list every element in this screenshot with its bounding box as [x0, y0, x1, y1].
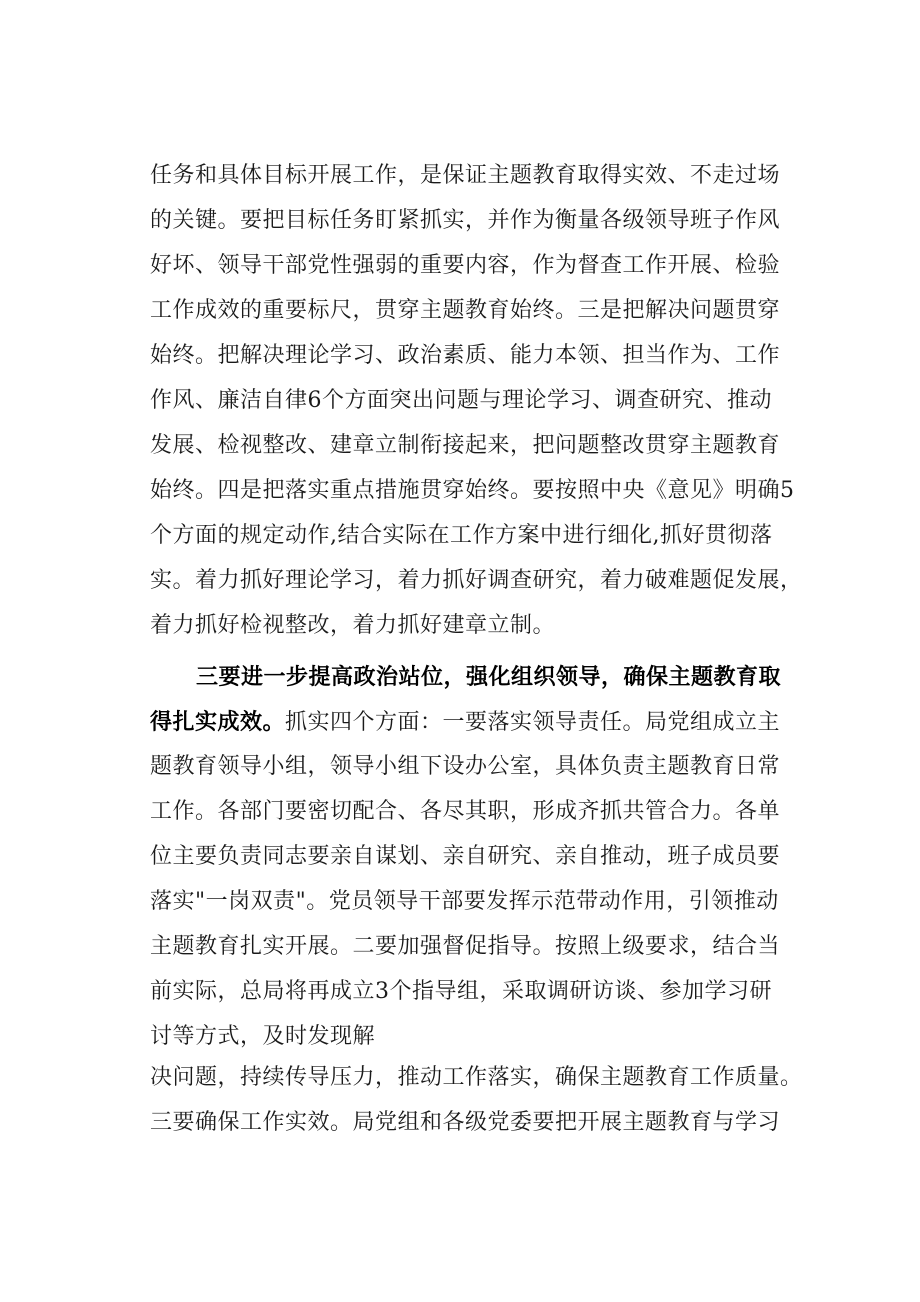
paragraph-1-line-9: 个方面的规定动作,结合实际在工作方案中进行细化,抓好贯彻落: [150, 523, 773, 548]
paragraph-2-heading-end: 得扎实成效。: [150, 709, 286, 735]
paragraph-2-line-4: 工作。各部门要密切配合、各尽其职，形成齐抓共管合力。各单: [150, 799, 781, 824]
paragraph-1-line-11: 着力抓好检视整改，着力抓好建章立制。: [150, 613, 556, 638]
paragraph-1-line-4: 工作成效的重要标尺，贯穿主题教育始终。三是把解决问题贯穿: [150, 298, 781, 323]
paragraph-1-line-10: 实。着力抓好理论学习，着力抓好调查研究，着力破难题促发展，: [150, 568, 803, 593]
paragraph-2-line-3: 题教育领导小组，领导小组下设办公室，具体负责主题教育日常: [150, 754, 781, 779]
paragraph-2-line-2-text: 抓实四个方面：一要落实领导责任。局党组成立主: [285, 710, 781, 735]
paragraph-2-line-11: 三要确保工作实效。局党组和各级党委要把开展主题教育与学习: [150, 1110, 781, 1135]
paragraph-2-line-7: 主题教育扎实开展。二要加强督促指导。按照上级要求，结合当: [150, 934, 781, 959]
paragraph-2-line-9: 讨等方式，及时发现解: [150, 1024, 376, 1049]
paragraph-2-line-6: 落实"一岗双责"。党员领导干部要发挥示范带动作用，引领推动: [150, 889, 779, 914]
paragraph-1-line-6: 作风、廉洁自律6个方面突出问题与理论学习、调查研究、推动: [150, 388, 772, 413]
paragraph-1-line-5: 始终。把解决理论学习、政治素质、能力本领、担当作为、工作: [150, 343, 781, 368]
paragraph-2-heading-line-1: 三要进一步提高政治站位，强化组织领导，确保主题教育取: [196, 664, 782, 690]
paragraph-2-line-10: 决问题，持续传导压力，推动工作落实，确保主题教育工作质量。: [150, 1065, 803, 1090]
paragraph-1-line-7: 发展、检视整改、建章立制衔接起来，把问题整改贯穿主题教育: [150, 433, 781, 458]
paragraph-2-line-5: 位主要负责同志要亲自谋划、亲自研究、亲自推动，班子成员要: [150, 844, 781, 869]
paragraph-2-line-8: 前实际，总局将再成立3个指导组，采取调研访谈、参加学习研: [150, 979, 772, 1004]
paragraph-1-line-2: 的关键。要把目标任务盯紧抓实，并作为衡量各级领导班子作风: [150, 208, 781, 233]
paragraph-2-line-2: [150, 707, 830, 738]
paragraph-1-line-8: 始终。四是把落实重点措施贯穿始终。要按照中央《意见》明确5: [150, 478, 795, 503]
paragraph-1-line-3: 好坏、领导干部党性强弱的重要内容，作为督查工作开展、检验: [150, 253, 781, 278]
paragraph-1-line-1: 任务和具体目标开展工作，是保证主题教育取得实效、不走过场: [150, 163, 781, 188]
